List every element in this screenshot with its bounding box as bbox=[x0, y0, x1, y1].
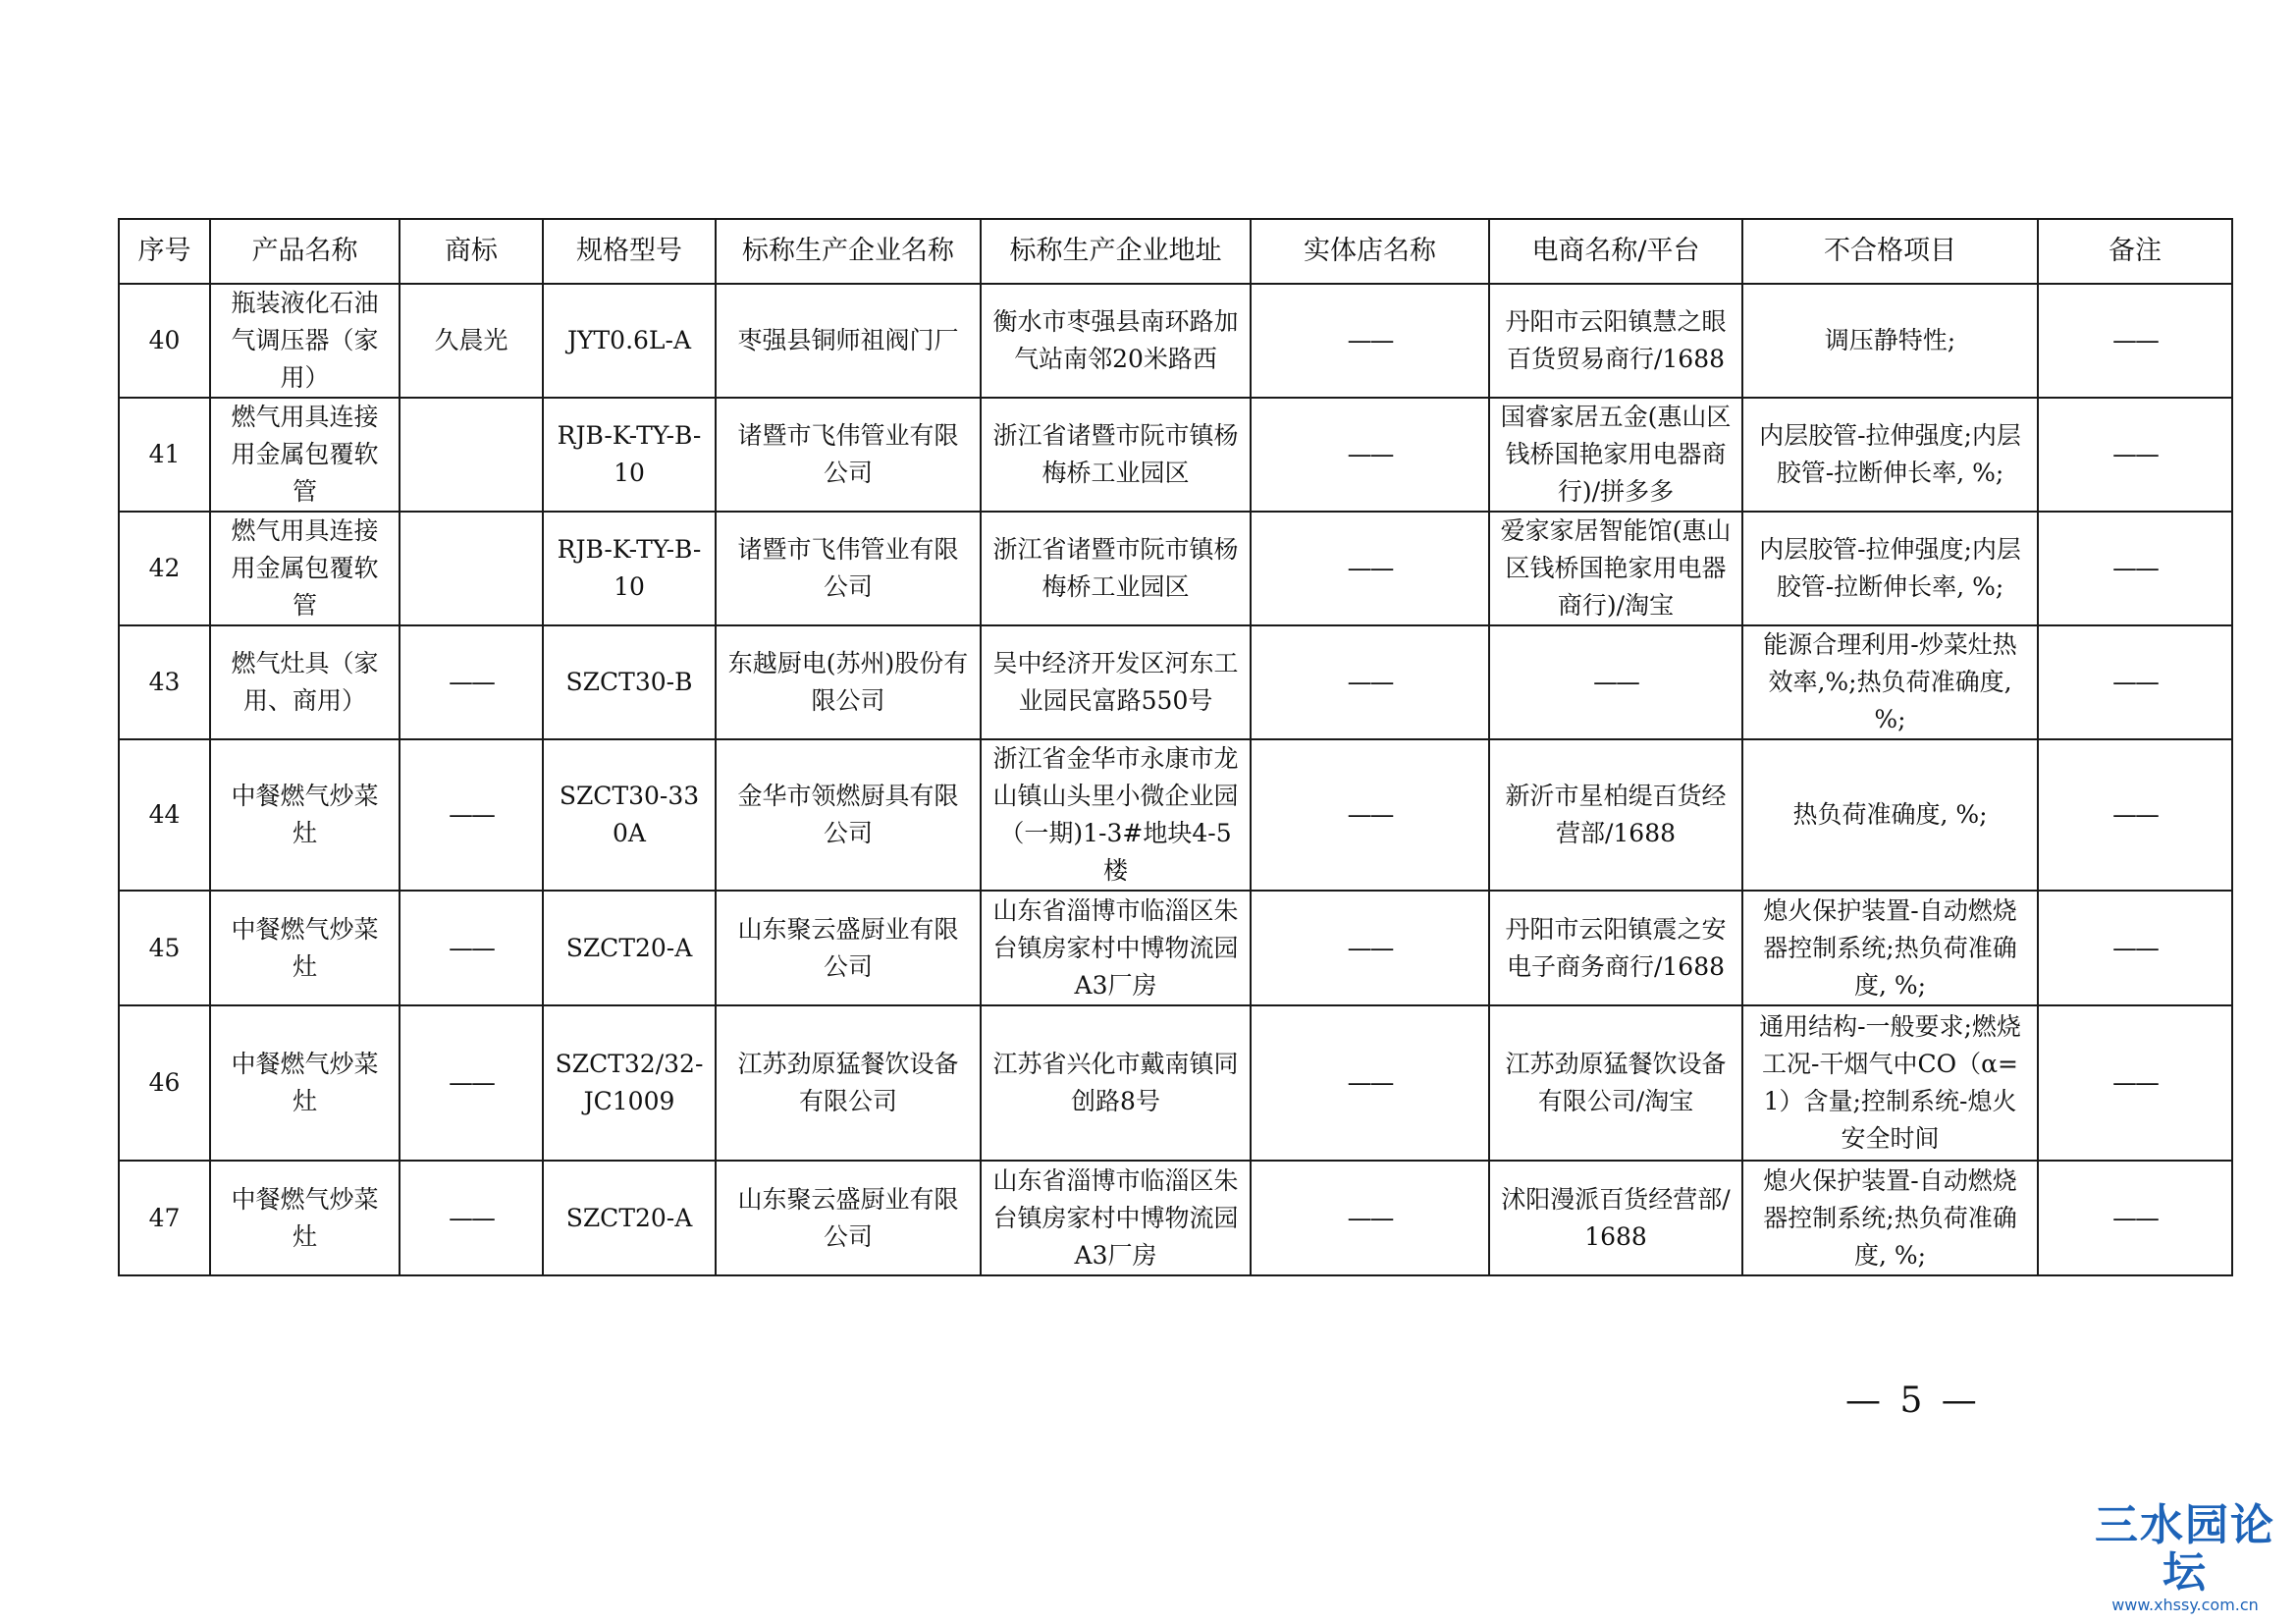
cell-trademark: —— bbox=[400, 1161, 543, 1275]
header-cell-manufacturer: 标称生产企业名称 bbox=[716, 219, 981, 284]
cell-product-name: 燃气用具连接用金属包覆软管 bbox=[210, 512, 400, 625]
header-cell-failed-items: 不合格项目 bbox=[1742, 219, 2038, 284]
cell-address: 浙江省金华市永康市龙山镇山头里小微企业园（一期)1-3#地块4-5楼 bbox=[981, 739, 1251, 891]
header-cell-ecommerce: 电商名称/平台 bbox=[1489, 219, 1742, 284]
cell-ecommerce: 江苏劲原猛餐饮设备有限公司/淘宝 bbox=[1489, 1005, 1742, 1161]
table-row bbox=[119, 1161, 2232, 1275]
cell-product-name: 中餐燃气炒菜灶 bbox=[210, 891, 400, 1005]
cell-trademark: 久晨光 bbox=[400, 284, 543, 398]
cell-index: 40 bbox=[119, 284, 210, 398]
cell-remarks: —— bbox=[2038, 1005, 2232, 1161]
cell-product-name: 中餐燃气炒菜灶 bbox=[210, 1161, 400, 1275]
cell-index: 42 bbox=[119, 512, 210, 625]
cell-manufacturer: 山东聚云盛厨业有限公司 bbox=[716, 891, 981, 1005]
cell-address: 衡水市枣强县南环路加气站南邻20米路西 bbox=[981, 284, 1251, 398]
cell-remarks: —— bbox=[2038, 1161, 2232, 1275]
cell-store: —— bbox=[1251, 625, 1489, 739]
cell-model: RJB-K-TY-B-10 bbox=[543, 512, 716, 625]
cell-product-name: 燃气用具连接用金属包覆软管 bbox=[210, 398, 400, 512]
cell-ecommerce: 沭阳漫派百货经营部/1688 bbox=[1489, 1161, 1742, 1275]
cell-ecommerce: 新沂市星柏缇百货经营部/1688 bbox=[1489, 739, 1742, 891]
watermark-title: 三水园论坛 bbox=[2095, 1500, 2275, 1597]
cell-store: —— bbox=[1251, 398, 1489, 512]
header-cell-model: 规格型号 bbox=[543, 219, 716, 284]
cell-index: 45 bbox=[119, 891, 210, 1005]
cell-store: —— bbox=[1251, 739, 1489, 891]
table-row bbox=[119, 739, 2232, 891]
cell-store: —— bbox=[1251, 891, 1489, 1005]
product-table bbox=[118, 218, 2233, 1276]
cell-ecommerce: 丹阳市云阳镇震之安电子商务商行/1688 bbox=[1489, 891, 1742, 1005]
cell-model: JYT0.6L-A bbox=[543, 284, 716, 398]
cell-ecommerce: 丹阳市云阳镇慧之眼百货贸易商行/1688 bbox=[1489, 284, 1742, 398]
cell-manufacturer: 江苏劲原猛餐饮设备有限公司 bbox=[716, 1005, 981, 1161]
cell-remarks: —— bbox=[2038, 512, 2232, 625]
cell-manufacturer: 诸暨市飞伟管业有限公司 bbox=[716, 398, 981, 512]
cell-address: 浙江省诸暨市阮市镇杨梅桥工业园区 bbox=[981, 398, 1251, 512]
header-cell-index: 序号 bbox=[119, 219, 210, 284]
cell-trademark: —— bbox=[400, 739, 543, 891]
cell-failed-items: 调压静特性; bbox=[1742, 284, 2038, 398]
cell-address: 山东省淄博市临淄区朱台镇房家村中博物流园A3厂房 bbox=[981, 1161, 1251, 1275]
cell-store: —— bbox=[1251, 1005, 1489, 1161]
cell-ecommerce: 爱家家居智能馆(惠山区钱桥国艳家用电器商行)/淘宝 bbox=[1489, 512, 1742, 625]
cell-product-name: 燃气灶具（家用、商用） bbox=[210, 625, 400, 739]
cell-address: 吴中经济开发区河东工业园民富路550号 bbox=[981, 625, 1251, 739]
cell-remarks: —— bbox=[2038, 284, 2232, 398]
cell-remarks: —— bbox=[2038, 739, 2232, 891]
cell-product-name: 中餐燃气炒菜灶 bbox=[210, 1005, 400, 1161]
cell-failed-items: 熄火保护装置-自动燃烧器控制系统;热负荷准确度, %; bbox=[1742, 891, 2038, 1005]
cell-trademark: —— bbox=[400, 891, 543, 1005]
table-row bbox=[119, 1005, 2232, 1161]
header-cell-manufacturer-address: 标称生产企业地址 bbox=[981, 219, 1251, 284]
cell-remarks: —— bbox=[2038, 891, 2232, 1005]
cell-product-name: 中餐燃气炒菜灶 bbox=[210, 739, 400, 891]
table-row bbox=[119, 398, 2232, 512]
cell-model: SZCT20-A bbox=[543, 891, 716, 1005]
cell-model: SZCT20-A bbox=[543, 1161, 716, 1275]
cell-failed-items: 热负荷准确度, %; bbox=[1742, 739, 2038, 891]
cell-index: 41 bbox=[119, 398, 210, 512]
cell-remarks: —— bbox=[2038, 398, 2232, 512]
cell-manufacturer: 金华市领燃厨具有限公司 bbox=[716, 739, 981, 891]
cell-failed-items: 内层胶管-拉伸强度;内层胶管-拉断伸长率, %; bbox=[1742, 512, 2038, 625]
header-cell-remarks: 备注 bbox=[2038, 219, 2232, 284]
cell-trademark bbox=[400, 398, 543, 512]
cell-manufacturer: 诸暨市飞伟管业有限公司 bbox=[716, 512, 981, 625]
cell-ecommerce: 国睿家居五金(惠山区钱桥国艳家用电器商行)/拼多多 bbox=[1489, 398, 1742, 512]
cell-address: 浙江省诸暨市阮市镇杨梅桥工业园区 bbox=[981, 512, 1251, 625]
cell-store: —— bbox=[1251, 512, 1489, 625]
report-sheet bbox=[118, 218, 2231, 1276]
header-cell-store: 实体店名称 bbox=[1251, 219, 1489, 284]
header-cell-trademark: 商标 bbox=[400, 219, 543, 284]
cell-failed-items: 熄火保护装置-自动燃烧器控制系统;热负荷准确度, %; bbox=[1742, 1161, 2038, 1275]
cell-failed-items: 内层胶管-拉伸强度;内层胶管-拉断伸长率, %; bbox=[1742, 398, 2038, 512]
cell-index: 44 bbox=[119, 739, 210, 891]
cell-model: SZCT30-B bbox=[543, 625, 716, 739]
page-number: — 5 — bbox=[1845, 1380, 1981, 1421]
watermark-logo bbox=[2082, 1502, 2288, 1614]
cell-trademark: —— bbox=[400, 625, 543, 739]
table-row bbox=[119, 625, 2232, 739]
cell-model: SZCT30-330A bbox=[543, 739, 716, 891]
cell-trademark bbox=[400, 512, 543, 625]
table-row bbox=[119, 891, 2232, 1005]
cell-address: 山东省淄博市临淄区朱台镇房家村中博物流园A3厂房 bbox=[981, 891, 1251, 1005]
cell-index: 47 bbox=[119, 1161, 210, 1275]
cell-index: 43 bbox=[119, 625, 210, 739]
cell-ecommerce: —— bbox=[1489, 625, 1742, 739]
cell-store: —— bbox=[1251, 284, 1489, 398]
cell-address: 江苏省兴化市戴南镇同创路8号 bbox=[981, 1005, 1251, 1161]
cell-failed-items: 能源合理利用-炒菜灶热效率,%;热负荷准确度, %; bbox=[1742, 625, 2038, 739]
cell-model: RJB-K-TY-B-10 bbox=[543, 398, 716, 512]
cell-remarks: —— bbox=[2038, 625, 2232, 739]
cell-manufacturer: 东越厨电(苏州)股份有限公司 bbox=[716, 625, 981, 739]
header-row bbox=[119, 219, 2232, 284]
watermark-url: www.xhssy.com.cn bbox=[2111, 1596, 2259, 1614]
cell-manufacturer: 枣强县铜师祖阀门厂 bbox=[716, 284, 981, 398]
cell-product-name: 瓶装液化石油气调压器（家用） bbox=[210, 284, 400, 398]
cell-store: —— bbox=[1251, 1161, 1489, 1275]
cell-manufacturer: 山东聚云盛厨业有限公司 bbox=[716, 1161, 981, 1275]
table-row bbox=[119, 512, 2232, 625]
cell-failed-items: 通用结构-一般要求;燃烧工况-干烟气中CO（α=1）含量;控制系统-熄火安全时间 bbox=[1742, 1005, 2038, 1161]
header-cell-product-name: 产品名称 bbox=[210, 219, 400, 284]
cell-trademark: —— bbox=[400, 1005, 543, 1161]
table-row bbox=[119, 284, 2232, 398]
cell-index: 46 bbox=[119, 1005, 210, 1161]
cell-model: SZCT32/32-JC1009 bbox=[543, 1005, 716, 1161]
